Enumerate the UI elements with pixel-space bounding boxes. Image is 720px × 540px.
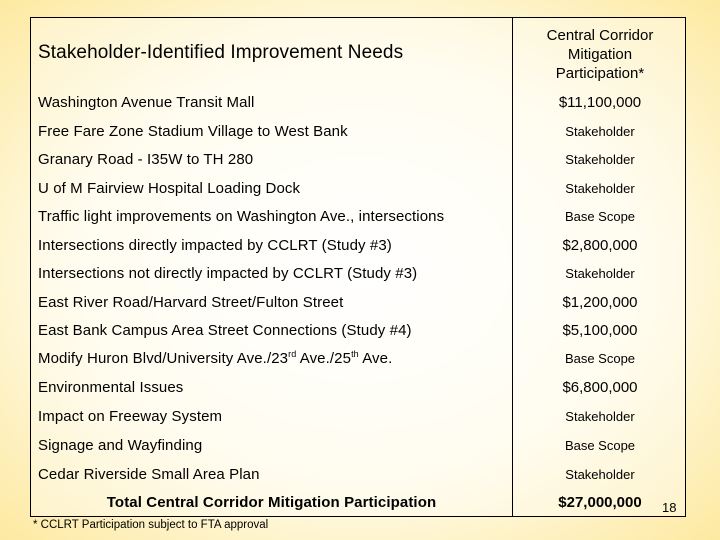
total-label: Total Central Corridor Mitigation Participation: [106, 494, 437, 511]
table-row-need: Environmental Issues: [38, 379, 184, 396]
table-row-participation: Stakeholder: [565, 152, 635, 167]
table-row-participation: Stakeholder: [565, 266, 635, 281]
table-row-participation: $5,100,000: [562, 322, 638, 339]
table-row-need: Intersections directly impacted by CCLRT (Study #3): [38, 237, 392, 254]
table-row-need: U of M Fairview Hospital Loading Dock: [38, 180, 301, 197]
table-row-need: East River Road/Harvard Street/Fulton Street: [38, 294, 344, 311]
table-row-participation: Base Scope: [564, 351, 636, 366]
total-value: $27,000,000: [558, 494, 642, 511]
header-needs: Stakeholder-Identified Improvement Needs: [38, 42, 404, 63]
mitigation-table: [30, 17, 686, 517]
table-row-need: Traffic light improvements on Washington Ave., intersections: [38, 208, 445, 225]
table-row-need: Signage and Wayfinding: [38, 437, 203, 454]
footnote: * CCLRT Participation subject to FTA approval: [33, 519, 269, 531]
table-row-need: Free Fare Zone Stadium Village to West Bank: [38, 123, 348, 140]
table-row-need: Granary Road - I35W to TH 280: [38, 151, 254, 168]
table-row-need: Impact on Freeway System: [38, 408, 223, 425]
need-text: Modify Huron Blvd/University Ave./23: [38, 350, 289, 367]
table-row-participation: $1,200,000: [562, 294, 638, 311]
need-text: Ave./25: [296, 350, 352, 367]
table-row-need: East Bank Campus Area Street Connections (Study #4): [38, 322, 412, 339]
ordinal-suffix: th: [351, 349, 359, 359]
table-row-participation: Base Scope: [564, 209, 636, 224]
table-row-need: [38, 350, 392, 367]
table-row-need: Cedar Riverside Small Area Plan: [38, 466, 260, 483]
header-participation: Central Corridor Mitigation Participation*: [546, 27, 654, 82]
need-text: Ave.: [358, 350, 393, 367]
table-row-need: Washington Avenue Transit Mall: [38, 94, 255, 111]
table-row-participation: Stakeholder: [565, 467, 635, 482]
table-row-participation: $6,800,000: [562, 379, 638, 396]
table-row-participation: Stakeholder: [565, 181, 635, 196]
table-row-participation: $2,800,000: [562, 237, 638, 254]
ordinal-suffix: rd: [288, 349, 297, 359]
table-row-participation: Base Scope: [564, 438, 636, 453]
table-row-participation: Stakeholder: [565, 409, 635, 424]
page-number: 18: [662, 500, 677, 515]
table-row-need: Intersections not directly impacted by CCLRT (Study #3): [38, 265, 418, 282]
table-row-participation: $11,100,000: [558, 94, 642, 111]
table-row-participation: Stakeholder: [565, 124, 635, 139]
